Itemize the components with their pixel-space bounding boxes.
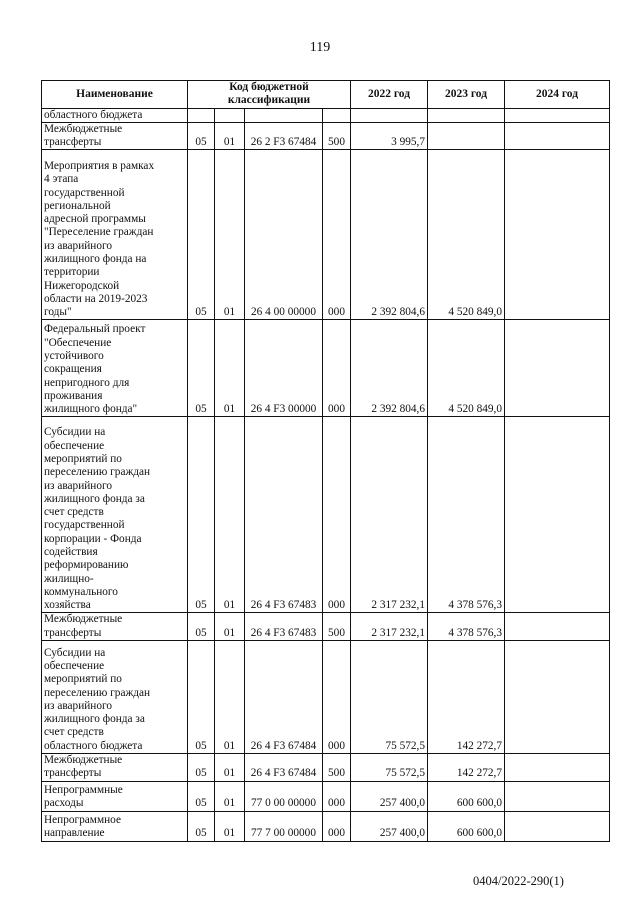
cell-expense-type: 000 <box>323 811 351 841</box>
cell-target-code: 26 4 F3 67483 <box>245 417 323 613</box>
table-row <box>42 781 610 811</box>
cell-2024 <box>505 417 610 613</box>
cell-2024 <box>505 613 610 641</box>
table-row <box>42 320 610 417</box>
header-2023: 2023 год <box>428 81 505 109</box>
header-code: Код бюджетной классификации <box>188 81 351 109</box>
table-row <box>42 613 610 641</box>
cell-2022: 2 317 232,1 <box>351 613 428 641</box>
cell-2023: 600 600,0 <box>428 811 505 841</box>
cell-2024 <box>505 150 610 320</box>
cell-section: 05 <box>188 417 215 613</box>
cell-expense-type <box>323 108 351 122</box>
cell-expense-type: 000 <box>323 641 351 754</box>
table-row <box>42 122 610 150</box>
table-row <box>42 754 610 782</box>
cell-section: 05 <box>188 150 215 320</box>
cell-2022: 75 572,5 <box>351 754 428 782</box>
cell-2022: 257 400,0 <box>351 811 428 841</box>
cell-2024 <box>505 811 610 841</box>
cell-subsection: 01 <box>215 122 245 150</box>
cell-2023: 142 272,7 <box>428 641 505 754</box>
cell-2022: 75 572,5 <box>351 641 428 754</box>
cell-section: 05 <box>188 320 215 417</box>
cell-section: 05 <box>188 754 215 782</box>
cell-subsection: 01 <box>215 641 245 754</box>
cell-2023: 4 520 849,0 <box>428 150 505 320</box>
cell-subsection: 01 <box>215 613 245 641</box>
cell-expense-type: 500 <box>323 122 351 150</box>
header-2022: 2022 год <box>351 81 428 109</box>
cell-2023: 4 520 849,0 <box>428 320 505 417</box>
cell-target-code: 26 4 00 00000 <box>245 150 323 320</box>
table-row <box>42 417 610 613</box>
cell-target-code: 26 2 F3 67484 <box>245 122 323 150</box>
document-number: 0404/2022-290(1) <box>473 874 564 888</box>
cell-name: областного бюджета <box>42 108 188 122</box>
table-header-row <box>42 81 610 109</box>
cell-target-code: 26 4 F3 67483 <box>245 613 323 641</box>
cell-subsection: 01 <box>215 417 245 613</box>
cell-name: Субсидии на обеспечение мероприятий по переселению граждан из аварийного жилищного фонда за счет средств государственной корпорации - Фонда содействия реформированию жилищно- коммунального хозяйства <box>42 417 188 613</box>
cell-2023: 142 272,7 <box>428 754 505 782</box>
cell-2023: 4 378 576,3 <box>428 613 505 641</box>
cell-subsection: 01 <box>215 754 245 782</box>
cell-2022: 2 392 804,6 <box>351 320 428 417</box>
cell-name: Федеральный проект "Обеспечение устойчивого сокращения непригодного для проживания жилищного фонда" <box>42 320 188 417</box>
cell-section: 05 <box>188 641 215 754</box>
cell-2022: 2 317 232,1 <box>351 417 428 613</box>
cell-target-code <box>245 108 323 122</box>
cell-section: 05 <box>188 613 215 641</box>
cell-section: 05 <box>188 122 215 150</box>
cell-subsection: 01 <box>215 320 245 417</box>
cell-subsection: 01 <box>215 150 245 320</box>
cell-2022: 257 400,0 <box>351 781 428 811</box>
table-row <box>42 811 610 841</box>
cell-2023: 4 378 576,3 <box>428 417 505 613</box>
cell-2022: 2 392 804,6 <box>351 150 428 320</box>
cell-subsection: 01 <box>215 781 245 811</box>
cell-2024 <box>505 108 610 122</box>
cell-2022 <box>351 108 428 122</box>
cell-target-code: 77 7 00 00000 <box>245 811 323 841</box>
cell-2023 <box>428 122 505 150</box>
cell-section: 05 <box>188 781 215 811</box>
cell-2024 <box>505 320 610 417</box>
cell-expense-type: 500 <box>323 613 351 641</box>
cell-2024 <box>505 641 610 754</box>
page-number: 119 <box>309 40 331 55</box>
cell-2022: 3 995,7 <box>351 122 428 150</box>
table-body <box>42 108 610 841</box>
table-row <box>42 108 610 122</box>
cell-expense-type: 000 <box>323 781 351 811</box>
cell-target-code: 26 4 F3 67484 <box>245 754 323 782</box>
header-2024: 2024 год <box>505 81 610 109</box>
header-name: Наименование <box>42 81 188 109</box>
table-row <box>42 150 610 320</box>
cell-target-code: 26 4 F3 67484 <box>245 641 323 754</box>
cell-2023: 600 600,0 <box>428 781 505 811</box>
cell-target-code: 77 0 00 00000 <box>245 781 323 811</box>
cell-2023 <box>428 108 505 122</box>
budget-table <box>41 80 610 842</box>
cell-section: 05 <box>188 811 215 841</box>
cell-expense-type: 000 <box>323 320 351 417</box>
cell-target-code: 26 4 F3 00000 <box>245 320 323 417</box>
cell-name: Мероприятия в рамках 4 этапа государственной региональной адресной программы "Переселение граждан из аварийного жилищного фонда на территории Нижегородской области на 2019-2023 годы" <box>42 150 188 320</box>
cell-subsection <box>215 108 245 122</box>
cell-expense-type: 000 <box>323 417 351 613</box>
cell-name: Субсидии на обеспечение мероприятий по переселению граждан из аварийного жилищного фонда за счет средств областного бюджета <box>42 641 188 754</box>
table-row <box>42 641 610 754</box>
cell-expense-type: 500 <box>323 754 351 782</box>
cell-2024 <box>505 754 610 782</box>
cell-subsection: 01 <box>215 811 245 841</box>
cell-name: Непрограммное направление <box>42 811 188 841</box>
cell-expense-type: 000 <box>323 150 351 320</box>
cell-name: Межбюджетные трансферты <box>42 754 188 782</box>
cell-name: Межбюджетные трансферты <box>42 122 188 150</box>
cell-name: Межбюджетные трансферты <box>42 613 188 641</box>
cell-section <box>188 108 215 122</box>
cell-2024 <box>505 122 610 150</box>
cell-name: Непрограммные расходы <box>42 781 188 811</box>
cell-2024 <box>505 781 610 811</box>
